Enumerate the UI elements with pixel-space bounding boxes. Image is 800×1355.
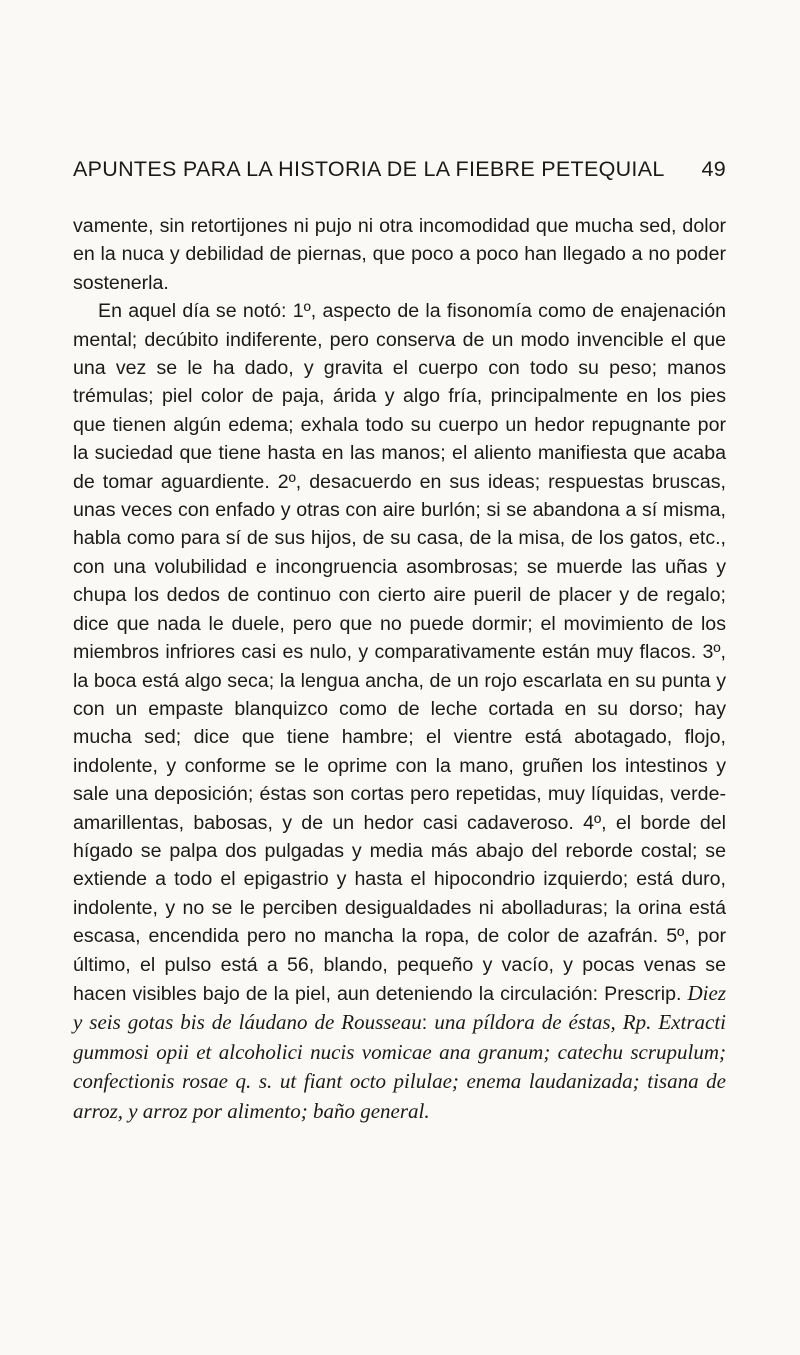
prescription-formula: una píldora de éstas, Rp. Extracti gummosi opii et alcoholici nucis vomicae ana granum; catechu scrupulum; confectionis rosae q. s. ut fiant octo pilulae; enema laudanizada; tisana de arroz, y arroz por alimento; baño general. [73, 1010, 726, 1123]
running-head-title: APUNTES PARA LA HISTORIA DE LA FIEBRE PETEQUIAL [73, 157, 665, 181]
clinical-notes-text: En aquel día se notó: 1º, aspecto de la fisonomía como de enajenación mental; decúbito indiferente, pero conserva de un modo invencible el que una vez se le ha dado, y gravita el cuerpo con todo su peso; manos trémulas; piel color de paja, árida y algo fría, principalmente en los pies que tienen algún edema; exhala todo su cuerpo un hedor repugnante por la suciedad que tiene hasta en las manos; el aliento manifiesta que acaba de tomar aguardiente. 2º, desacuerdo en sus ideas; respuestas bruscas, unas veces con enfado y otras con aire burlón; si se abandona a sí misma, habla como para sí de sus hijos, de su casa, de la misa, de los gatos, etc., con una volubilidad e incongruencia asombrosas; se muerde las uñas y chupa los dedos de continuo con cierto aire pueril de placer y de regalo; dice que nada le duele, pero que no puede dormir; el movimiento de los miembros infriores casi es nulo, y comparativamente están muy flacos. 3º, la boca está algo seca; la lengua ancha, de un rojo escarlata en su punta y con un empaste blanquizco como de leche cortada en su dorso; hay mucha sed; dice que tiene hambre; el vientre está abotagado, flojo, indolente, y conforme se le oprime con la mano, gruñen los intestinos y sale una deposición; éstas son cortas pero repetidas, muy líquidas, verde-amarillentas, babosas, y de un hedor casi cadaveroso. 4º, el borde del hígado se palpa dos pulgadas y media más abajo del reborde costal; se extiende a todo el epigastrio y hasta el hipocondrio izquierdo; está duro, indolente, y no se le perciben desigualdades ni abolladuras; la orina está escasa, encendida pero no mancha la ropa, de color de azafrán. 5º, por último, el pulso está a 56, blando, pequeño y vacío, y pocas venas se hacen visibles bajo de la piel, aun deteniendo la circulación: Prescrip. [73, 300, 726, 1005]
paragraph-continuation: vamente, sin retortijones ni pujo ni otra incomodidad que mucha sed, dolor en la nuca y debilidad de piernas, que poco a poco han llegado a no poder sostenerla. [73, 215, 726, 294]
running-head [73, 157, 726, 187]
prescription-separator: : [421, 1012, 428, 1035]
page-number: 49 [701, 157, 726, 181]
paragraph-clinical-notes [73, 297, 726, 1126]
body-text [73, 212, 726, 1126]
prescription-dose: Diez y seis gotas bis de láudano de Rousseau [73, 980, 726, 1035]
